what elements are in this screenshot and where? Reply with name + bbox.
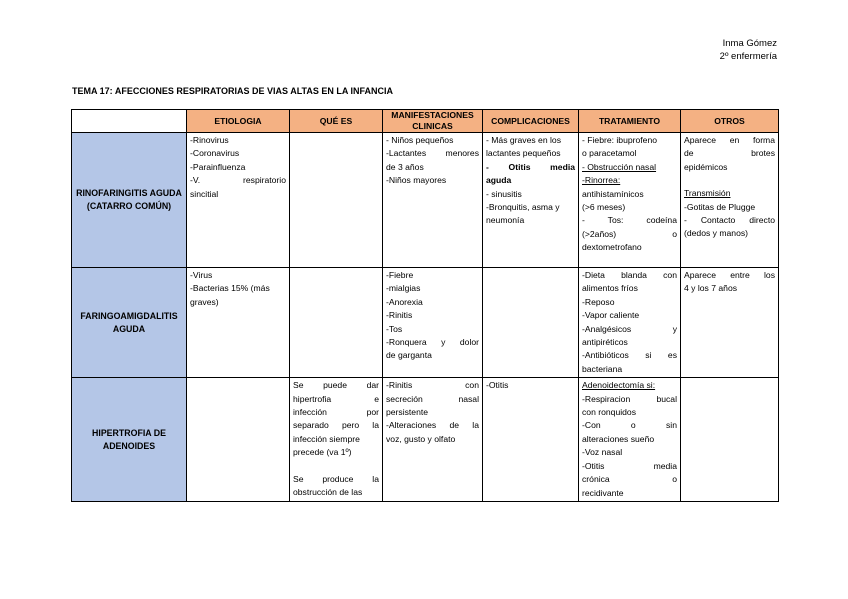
document-title: TEMA 17: AFECCIONES RESPIRATORIAS DE VIAS ALTAS EN LA INFANCIA — [72, 86, 394, 96]
header-cell-otros: OTROS — [681, 110, 779, 133]
summary-table — [71, 109, 779, 502]
cell-manifestaciones: -Rinitis con secreción nasal persistente -Alteraciones de la voz, gusto y olfato — [383, 378, 483, 502]
cell-manifestaciones: - Niños pequeños -Lactantes menores de 3 años -Niños mayores — [383, 133, 483, 268]
cell-otros — [681, 378, 779, 502]
cell-que-es — [290, 133, 383, 268]
cell-complicaciones: -Otitis — [483, 378, 579, 502]
header-cell-manifestaciones: MANIFESTACIONES CLINICAS — [383, 110, 483, 133]
header-cell-tratamiento: TRATAMIENTO — [579, 110, 681, 133]
table-row — [72, 378, 779, 502]
cell-complicaciones: - Más graves en los lactantes pequeños - Otitis media aguda - sinusitis -Bronquitis, asma y neumonía — [483, 133, 579, 268]
row-heading: FARINGOAMIGDALITIS AGUDA — [72, 268, 187, 378]
cell-etiologia: -Virus -Bacterias 15% (más graves) — [187, 268, 290, 378]
row-heading: HIPERTROFIA DE ADENOIDES — [72, 378, 187, 502]
cell-tratamiento: - Fiebre: ibuprofeno o paracetamol - Obstrucción nasal -Rinorrea: antihistamínicos (>6 meses) - Tos: codeína (>2años) o dextometrofano — [579, 133, 681, 268]
cell-otros: Aparece entre los 4 y los 7 años — [681, 268, 779, 378]
course-label: 2º enfermería — [719, 51, 777, 62]
cell-etiologia: -Rinovirus -Coronavirus -Parainfluenza -V. respiratorio sincitial — [187, 133, 290, 268]
cell-tratamiento: -Dieta blanda con alimentos fríos -Reposo -Vapor caliente -Analgésicos y antipiréticos -Antibióticos si es bacteriana — [579, 268, 681, 378]
cell-otros: Aparece en forma de brotes epidémicos Transmisión -Gotitas de Plugge - Contacto directo (dedos y manos) — [681, 133, 779, 268]
cell-etiologia — [187, 378, 290, 502]
document-header — [720, 37, 777, 63]
cell-que-es: Se puede dar hipertrofia e infección por separado pero la infección siempre precede (va 1º) Se produce la obstrucción de las — [290, 378, 383, 502]
header-cell-complicaciones: COMPLICACIONES — [483, 110, 579, 133]
header-cell-etiologia: ETIOLOGIA — [187, 110, 290, 133]
cell-tratamiento: Adenoidectomía si: -Respiracion bucal con ronquidos -Con o sin alteraciones sueño -Voz nasal -Otitis media crónica o recidivante — [579, 378, 681, 502]
author-name: Inma Gómez — [722, 38, 777, 49]
row-heading: RINOFARINGITIS AGUDA (CATARRO COMÚN) — [72, 133, 187, 268]
table-header-row — [72, 110, 779, 133]
table-row — [72, 133, 779, 268]
cell-manifestaciones: -Fiebre -mialgias -Anorexia -Rinitis -Tos -Ronquera y dolor de garganta — [383, 268, 483, 378]
cell-complicaciones — [483, 268, 579, 378]
header-cell-blank — [72, 110, 187, 133]
header-cell-que-es: QUÉ ES — [290, 110, 383, 133]
table-row — [72, 268, 779, 378]
cell-que-es — [290, 268, 383, 378]
